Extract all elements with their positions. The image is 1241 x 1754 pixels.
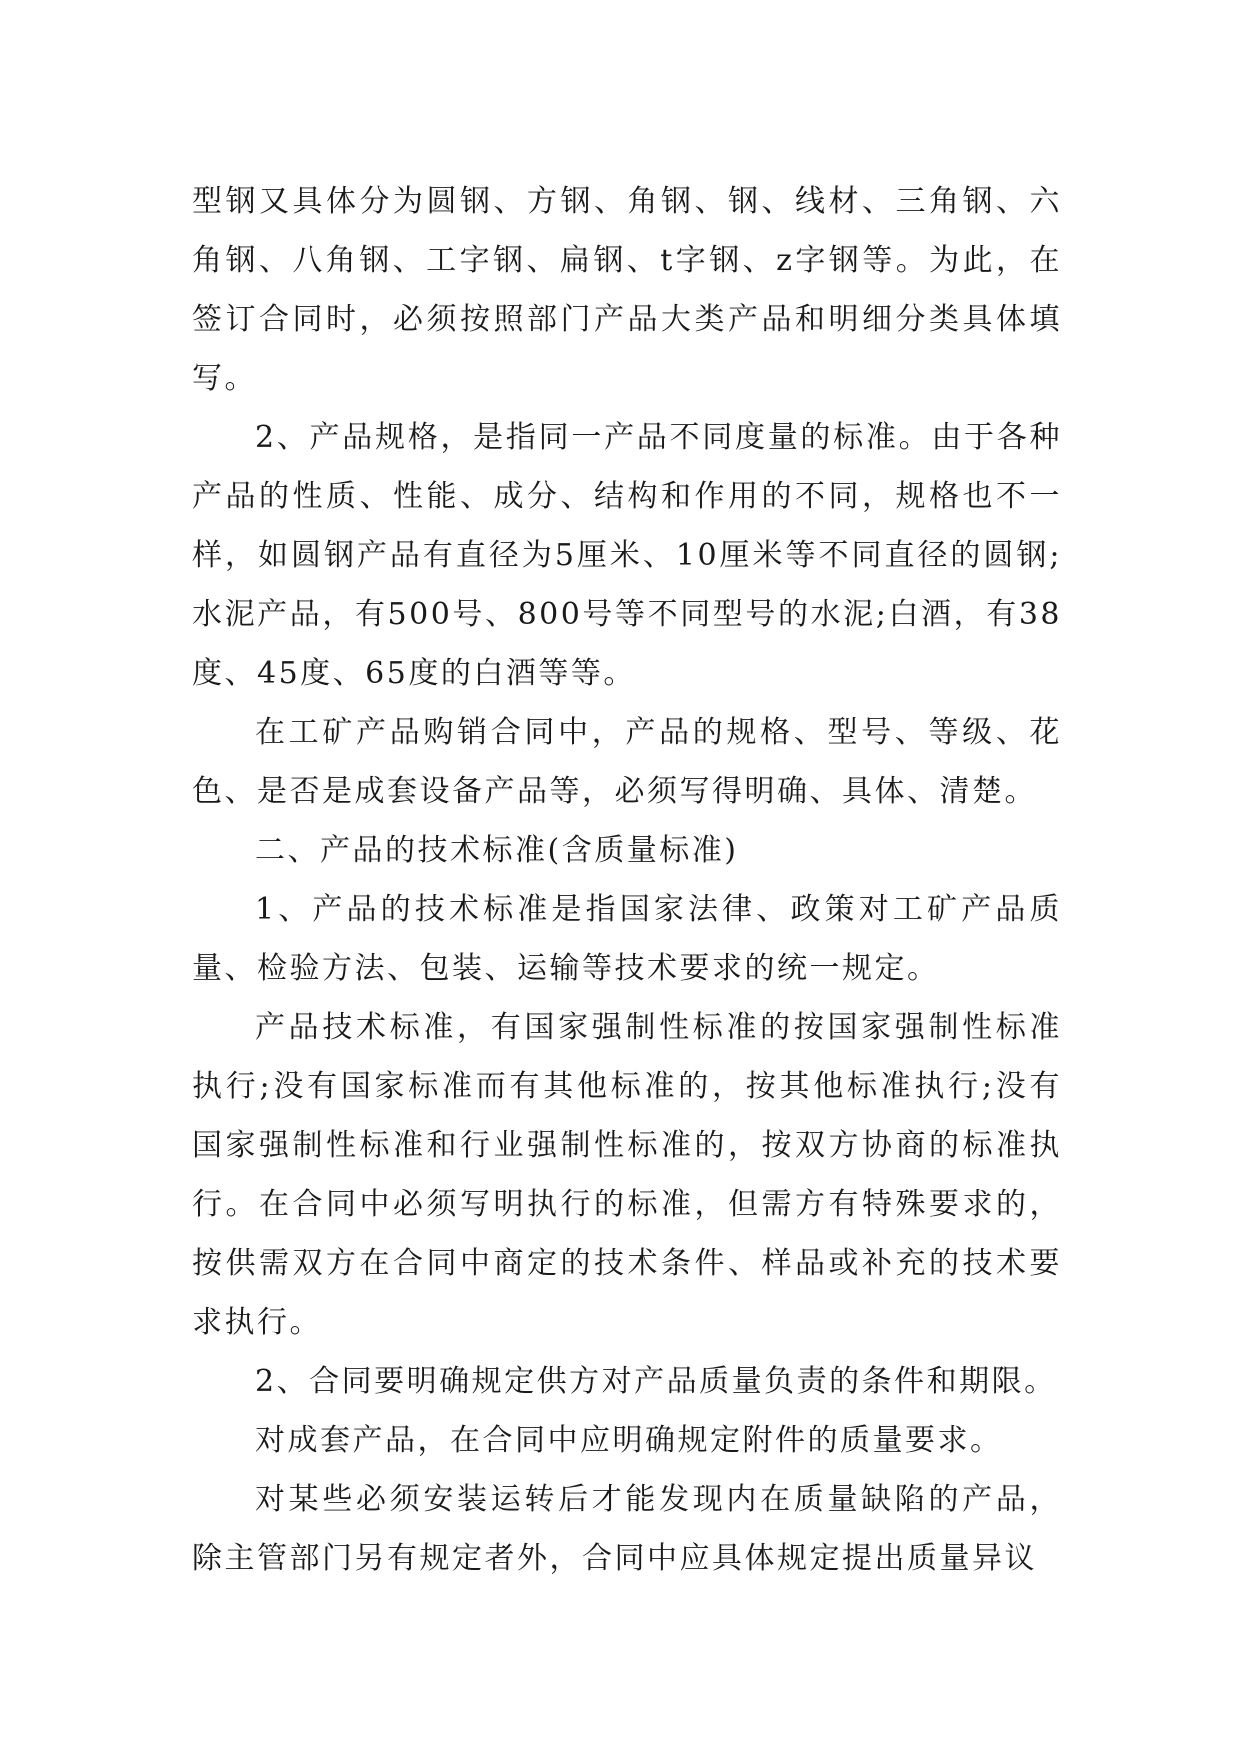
- document-body: [192, 172, 1062, 1588]
- paragraph-9: 对某些必须安装运转后才能发现内在质量缺陷的产品，除主管部门另有规定者外，合同中应具体规定提出质量异议: [192, 1482, 1062, 1576]
- paragraph-5: 1、产品的技术标准是指国家法律、政策对工矿产品质量、检验方法、包装、运输等技术要求的统一规定。: [192, 892, 1062, 986]
- paragraph-2: 2、产品规格，是指同一产品不同度量的标准。由于各种产品的性质、性能、成分、结构和作用的不同，规格也不一样，如圆钢产品有直径为5厘米、10厘米等不同直径的圆钢;水泥产品，有500号、800号等不同型号的水泥;白酒，有38度、45度、65度的白酒等等。: [192, 420, 1062, 691]
- paragraph-3: 在工矿产品购销合同中，产品的规格、型号、等级、花色、是否是成套设备产品等，必须写得明确、具体、清楚。: [192, 715, 1062, 809]
- paragraph-8: 对成套产品，在合同中应明确规定附件的质量要求。: [255, 1423, 1003, 1458]
- paragraph-1: 型钢又具体分为圆钢、方钢、角钢、钢、线材、三角钢、六角钢、八角钢、工字钢、扁钢、t字钢、z字钢等。为此，在签订合同时，必须按照部门产品大类产品和明细分类具体填写。: [192, 184, 1062, 396]
- paragraph-6: 产品技术标准，有国家强制性标准的按国家强制性标准执行;没有国家标准而有其他标准的，按其他标准执行;没有国家强制性标准和行业强制性标准的，按双方协商的标准执行。在合同中必须写明执行的标准，但需方有特殊要求的，按供需双方在合同中商定的技术条件、样品或补充的技术要求执行。: [192, 1010, 1062, 1340]
- paragraph-7: 2、合同要明确规定供方对产品质量负责的条件和期限。: [255, 1364, 1057, 1399]
- section-heading: 二、产品的技术标准(含质量标准): [255, 833, 739, 868]
